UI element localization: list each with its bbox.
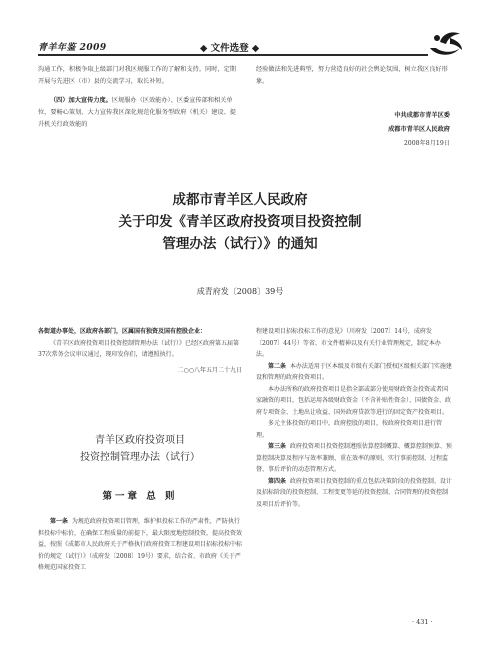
sub-title-line2: 投资控制管理办法（试行） <box>80 452 200 463</box>
section-four-text: 区规服办（区效能办）、区委宣传部和相关单位，要畅心策划、大力宣传我区深化规范化服务型政府（机关）建设、提升机关行政效能的 <box>38 97 236 128</box>
article-one-continued: 程建设项目招标投标工作的意见》（川府发〔2007〕14号，成府发〔2007〕44号）等省、市文件精神以及有关行业管理规定，制定本办法。 <box>256 328 441 358</box>
yearbook-label: 青羊年鉴 2009 <box>38 43 107 53</box>
signature-government: 成都市青羊区人民政府 <box>388 126 450 133</box>
header-rule <box>38 54 428 56</box>
article-three-label: 第三条 <box>268 443 287 450</box>
article-three-text: 政府投资项目投资控制遵照估算控制概算、概算控制预算、预算控制决算及程序与效率兼顾、重在效率的原则，实行事前控制、过程监督、事后评价的动态管理方式。 <box>256 443 452 473</box>
yearbook-logo-icon <box>426 26 466 60</box>
main-title-line1: 成都市青羊区人民政府 <box>172 192 308 208</box>
page-number: · 431 · <box>412 618 433 626</box>
signature-date: 2008年8月19日 <box>403 140 450 147</box>
addressee: 各街道办事处，区政府各部门，区属国有独资及国有控股企业： <box>38 328 207 335</box>
main-title-line3: 管理办法（试行）》的通知 <box>162 236 318 252</box>
continuation-paragraph-right: 经验做法和先进典型，努力营造良好的社会舆论氛围，树立我区良好形象。 <box>256 66 448 85</box>
article-one-text: 为规范政府投资项目管理，维护担投标工作的严肃性，严防执行担投标中标价，在确保工程质量的前提下，最大限度地控制投资，提高投资效益，按照《成都市人民政府关于严格执行政府投资工程建设项目招标投标中标价的规定（试行）》（成府发〔2008〕19号）要求，结合省、市政府《关于严格规范国家投资工 <box>38 518 243 571</box>
article-two-paragraph2: 本办法所称的政府投资项目是指全部或部分使用财政资金投资或者国家融资的项目，包括运用各级财政资金（不含补贴性资金）、国债资金、政府专项资金、土地出让收益、国外政府贷款等进行的固定资产投资项目。 <box>256 385 452 416</box>
article-one-label: 第一条 <box>50 518 69 525</box>
article-four-text: 政府投资项目投资控制的重点包括决策阶段的投资控制、设计及招标阶段的投资控制、工程变更等延的投资控制、合同管理的投资控制及项目后评价等。 <box>256 477 452 508</box>
left-column <box>38 326 242 376</box>
document-number: 成青府发〔2008〕39号 <box>196 287 284 296</box>
section-four-heading: （四）加大宣传力度。 <box>50 97 112 104</box>
article-two-label: 第二条 <box>268 362 287 370</box>
top-left-text <box>38 64 242 131</box>
notice-date: 二○○八年五月二十九日 <box>177 366 242 374</box>
article-two-paragraph3: 多元主体投资的项目中，政府控股的项目，按政府投资项目进行管理。 <box>256 420 443 439</box>
top-right-text <box>256 64 452 88</box>
sub-title-line1: 青羊区政府投资项目 <box>95 435 185 446</box>
notice-text: 《青羊区政府投资项目投资控制管理办法（试行）》已经区政府第五届第37次常务会议审议通过，现印发你们，请遵照执行。 <box>38 339 240 358</box>
signature-party-committee: 中共成都市青羊区委 <box>394 112 450 119</box>
article-four-label: 第四条 <box>268 477 287 485</box>
main-title-line2: 关于印发《青羊区政府投资项目投资控制 <box>118 214 362 230</box>
continuation-paragraph: 沟通工作，积极争取上级部门对我区规服工作的了解和支持。同时，定期开展与先进区（市）县的交流学习，取长补短。 <box>38 66 236 85</box>
chapter-heading: 第一章 总 则 <box>102 491 178 502</box>
section-label: ◆ 文件选登 ◆ <box>200 43 260 54</box>
article-one <box>38 516 242 574</box>
right-column <box>256 326 452 510</box>
article-two-text: 本办法适用于区本级及市级有关部门授权区级相关部门实施建设和管理的政府投资项目。 <box>256 362 452 381</box>
